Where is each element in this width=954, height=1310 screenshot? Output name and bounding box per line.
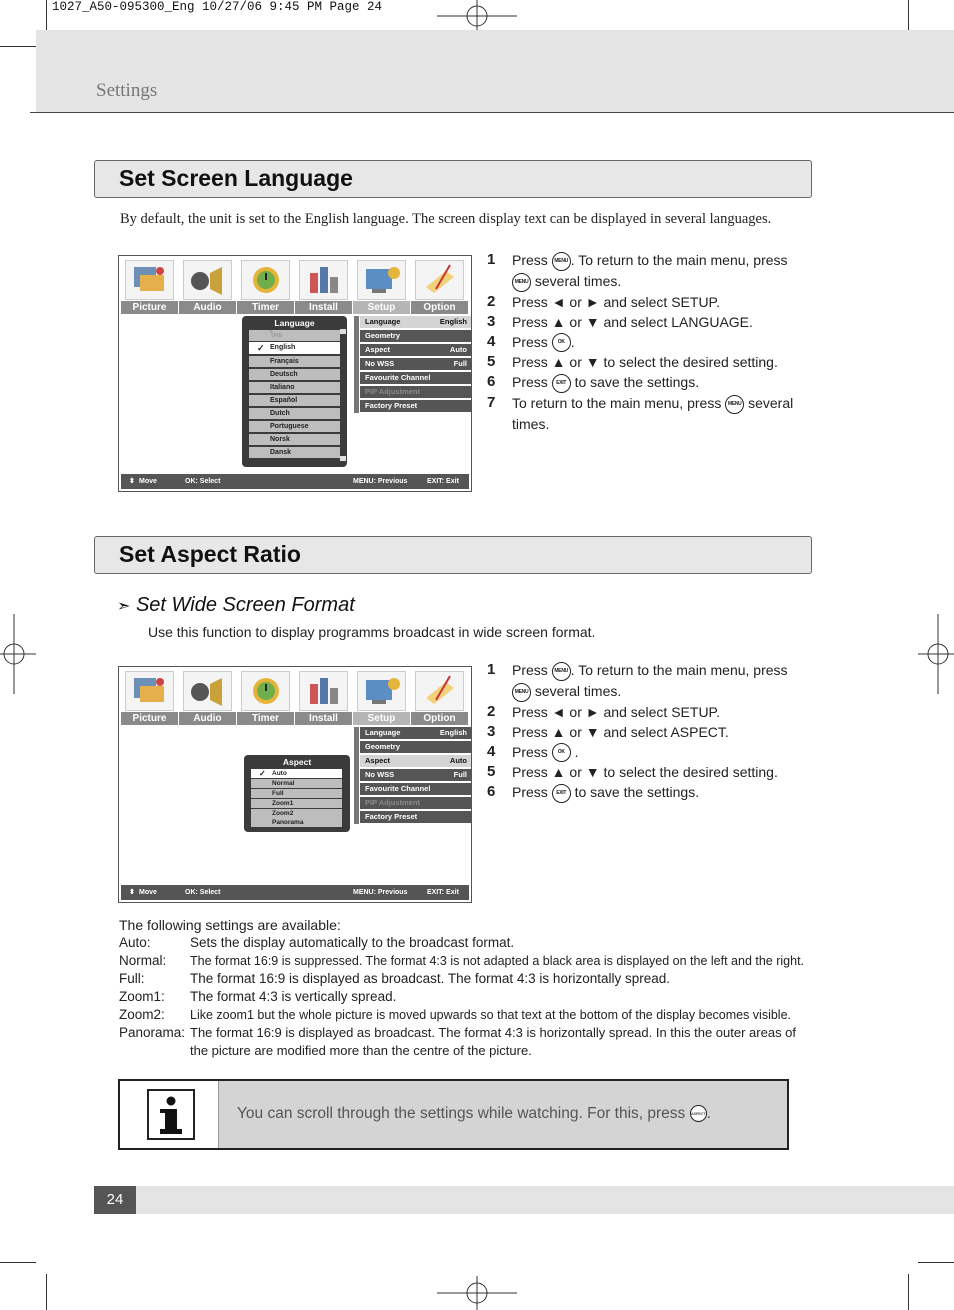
setting-row: Normal: The format 16:9 is suppressed. The format 4:3 is not adapted a black area is displayed on the left and the right.: [119, 953, 805, 968]
popup-title: Aspect: [282, 757, 312, 767]
arrow-icon: ➣: [117, 598, 131, 615]
tab-install: [295, 669, 352, 725]
header-rule: [30, 112, 954, 113]
osd-screen-language: [118, 255, 472, 492]
menu-item-aspect[interactable]: Aspect Auto: [360, 344, 471, 356]
menu-button-icon: MENU: [552, 662, 571, 681]
updown-arrow-icon: ⬍: [129, 889, 135, 896]
timer-icon: [241, 671, 290, 711]
setup-icon: [357, 260, 406, 300]
step: 1 Press MENU . To return to the main menu, press MENU several times.: [487, 250, 807, 292]
step: 6 Press EXIT to save the settings.: [487, 372, 807, 393]
subheading: ➣ Set Wide Screen Format: [117, 594, 355, 616]
tab-setup: [353, 258, 410, 314]
tab-label: Install: [295, 301, 352, 314]
osd-footer: [121, 885, 469, 900]
tab-audio: [179, 669, 236, 725]
menu-item-geometry[interactable]: Geometry: [360, 330, 471, 342]
check-icon: ✓: [257, 343, 265, 353]
osd-footer: [121, 474, 469, 489]
language-option[interactable]: Dansk: [249, 447, 340, 458]
language-option[interactable]: Portuguese: [249, 421, 340, 432]
step: 3 Press ▲ or ▼ and select ASPECT.: [487, 722, 729, 740]
tab-option: [411, 258, 468, 314]
install-icon: [299, 671, 348, 711]
setting-row: Full: The format 16:9 is displayed as broadcast. The format 4:3 is horizontally spread.: [119, 971, 670, 986]
aspect-button-icon: ASPECT: [690, 1105, 707, 1122]
setting-row: Panorama: The format 16:9 is displayed as broadcast. The format 4:3 is horizontally spread. In this the outer areas of the picture are modified more than the centre of the picture.: [119, 1025, 797, 1058]
footer-move: Move: [139, 889, 157, 896]
timer-icon: [241, 260, 290, 300]
steps-aspect: [487, 660, 807, 803]
footer-ok: OK: Select: [185, 889, 221, 896]
tab-install: [295, 258, 352, 314]
section-title: Set Aspect Ratio: [119, 541, 301, 567]
step: 2 Press ◄ or ► and select SETUP.: [487, 292, 720, 310]
tab-label: Timer: [237, 712, 294, 725]
menu-button-icon: MENU: [725, 395, 744, 414]
footer-exit: EXIT: Exit: [427, 889, 459, 896]
menu-item-factory-preset[interactable]: Factory Preset: [360, 811, 471, 823]
menu-tabs: [121, 258, 471, 314]
step: 1 Press MENU . To return to the main menu, press MENU several times.: [487, 660, 807, 702]
check-icon: ✓: [259, 769, 266, 778]
tab-label: Setup: [353, 712, 410, 725]
exit-button-icon: EXIT: [552, 374, 571, 393]
aspect-option-selected[interactable]: ✓ Auto: [251, 769, 342, 778]
tab-label: Audio: [179, 301, 236, 314]
menu-item-no-wss[interactable]: No WSS Full: [360, 358, 471, 370]
step: 4 Press OK .: [487, 742, 807, 763]
menu-item-geometry[interactable]: Geometry: [360, 741, 471, 753]
page-title: Settings: [96, 80, 158, 101]
step: 6 Press EXIT to save the settings.: [487, 782, 807, 803]
menu-scrollbar: [354, 727, 359, 824]
scroll-down-icon: [340, 456, 346, 461]
info-text: You can scroll through the settings while watching. For this, press ASPECT.: [237, 1105, 711, 1122]
step: 4 Press OK .: [487, 332, 807, 353]
setting-row: Auto: Sets the display automatically to the broadcast format.: [119, 935, 515, 950]
menu-item-no-wss[interactable]: No WSS Full: [360, 769, 471, 781]
aspect-option[interactable]: Normal: [251, 779, 342, 788]
crop-mark: [0, 1262, 36, 1263]
step: 3 Press ▲ or ▼ and select LANGUAGE.: [487, 312, 753, 330]
language-option[interactable]: Dutch: [249, 408, 340, 419]
audio-icon: [183, 260, 232, 300]
crop-mark: [0, 46, 36, 47]
menu-tabs: [121, 669, 471, 725]
language-option[interactable]: Deutsch: [249, 369, 340, 380]
language-option[interactable]: ไทย: [249, 330, 340, 341]
tab-option: [411, 669, 468, 725]
option-icon: [415, 671, 464, 711]
registration-mark-right: [918, 614, 954, 694]
step: 5 Press ▲ or ▼ to select the desired setting.: [487, 353, 778, 371]
aspect-option[interactable]: Panorama: [251, 818, 342, 827]
menu-item-favourite-channel[interactable]: Favourite Channel: [360, 783, 471, 795]
tab-label: Timer: [237, 301, 294, 314]
menu-scrollbar: [354, 316, 359, 413]
aspect-option[interactable]: Full: [251, 789, 342, 798]
ok-button-icon: OK: [552, 333, 571, 352]
picture-icon: [125, 260, 174, 300]
menu-item-factory-preset[interactable]: Factory Preset: [360, 400, 471, 412]
language-popup: [242, 316, 347, 467]
info-box: [118, 1079, 789, 1150]
setup-icon: [357, 671, 406, 711]
ok-button-icon: OK: [552, 743, 571, 762]
language-option[interactable]: Norsk: [249, 434, 340, 445]
registration-mark-bottom: [437, 1276, 517, 1310]
section-title: Set Screen Language: [119, 165, 353, 191]
steps-language: [487, 250, 807, 434]
info-icon-cell: [120, 1081, 219, 1148]
setup-menu: [354, 316, 470, 416]
tab-label: Setup: [353, 301, 410, 314]
crop-mark: [46, 1274, 47, 1310]
osd-screen-aspect: [118, 666, 472, 903]
install-icon: [299, 260, 348, 300]
picture-icon: [125, 671, 174, 711]
language-option-selected[interactable]: ✓ English: [249, 342, 340, 354]
setup-menu: [354, 727, 470, 827]
info-icon: [120, 1081, 219, 1148]
menu-item-favourite-channel[interactable]: Favourite Channel: [360, 372, 471, 384]
tab-picture: [121, 258, 178, 314]
tab-label: Picture: [121, 712, 178, 725]
tab-timer: [237, 258, 294, 314]
updown-arrow-icon: ⬍: [129, 478, 135, 485]
menu-item-pip-adjustment: PIP Adjustment: [360, 386, 471, 398]
setting-row: Zoom1: The format 4:3 is vertically spread.: [119, 989, 397, 1004]
subheading-text: Use this function to display programms broadcast in wide screen format.: [148, 624, 596, 640]
section-heading-language: [94, 160, 812, 198]
exit-button-icon: EXIT: [552, 784, 571, 803]
tab-label: Option: [411, 301, 468, 314]
menu-item-language[interactable]: Language English: [360, 727, 471, 739]
audio-icon: [183, 671, 232, 711]
footer-menu: MENU: Previous: [353, 889, 408, 896]
settings-list-heading: The following settings are available:: [119, 917, 341, 933]
tab-timer: [237, 669, 294, 725]
tab-label: Install: [295, 712, 352, 725]
footer-menu: MENU: Previous: [353, 478, 408, 485]
section-heading-aspect: [94, 536, 812, 574]
scroll-up-icon: [340, 329, 346, 334]
crop-mark: [908, 1274, 909, 1310]
step: 5 Press ▲ or ▼ to select the desired setting.: [487, 763, 778, 781]
step: 7 To return to the main menu, press MENU several times.: [487, 394, 794, 432]
tab-label: Audio: [179, 712, 236, 725]
menu-button-icon: MENU: [512, 273, 531, 292]
settings-list: [119, 916, 819, 1060]
menu-button-icon: MENU: [512, 683, 531, 702]
header-band: [36, 30, 954, 112]
registration-mark-left: [0, 614, 36, 694]
page-footer-bar: [94, 1186, 954, 1214]
tab-audio: [179, 258, 236, 314]
tab-label: Picture: [121, 301, 178, 314]
language-option[interactable]: Español: [249, 395, 340, 406]
intro-text: By default, the unit is set to the English language. The screen display text can be displayed in several languages.: [120, 211, 772, 227]
language-option[interactable]: Français: [249, 356, 340, 367]
footer-ok: OK: Select: [185, 478, 221, 485]
tab-picture: [121, 669, 178, 725]
menu-item-aspect[interactable]: Aspect Auto: [360, 755, 471, 767]
aspect-option[interactable]: Zoom2: [251, 809, 342, 818]
step: 2 Press ◄ or ► and select SETUP.: [487, 702, 720, 720]
language-option[interactable]: Italiano: [249, 382, 340, 393]
popup-title: Language: [274, 318, 315, 328]
menu-item-language[interactable]: Language English: [360, 316, 471, 328]
setting-row: Zoom2: Like zoom1 but the whole picture is moved upwards so that text at the bottom of the display becomes visible.: [119, 1007, 792, 1022]
option-icon: [415, 260, 464, 300]
aspect-option[interactable]: Zoom1: [251, 799, 342, 808]
footer-exit: EXIT: Exit: [427, 478, 459, 485]
footer-move: Move: [139, 478, 157, 485]
print-slug: 1027_A50-095300_Eng 10/27/06 9:45 PM Page 24: [52, 0, 383, 14]
menu-button-icon: MENU: [552, 252, 571, 271]
aspect-popup: [244, 755, 350, 832]
crop-mark: [918, 1262, 954, 1263]
page-number: 24: [94, 1186, 136, 1214]
registration-mark-top: [437, 0, 517, 34]
menu-item-pip-adjustment: PIP Adjustment: [360, 797, 471, 809]
tab-label: Option: [411, 712, 468, 725]
tab-setup: [353, 669, 410, 725]
